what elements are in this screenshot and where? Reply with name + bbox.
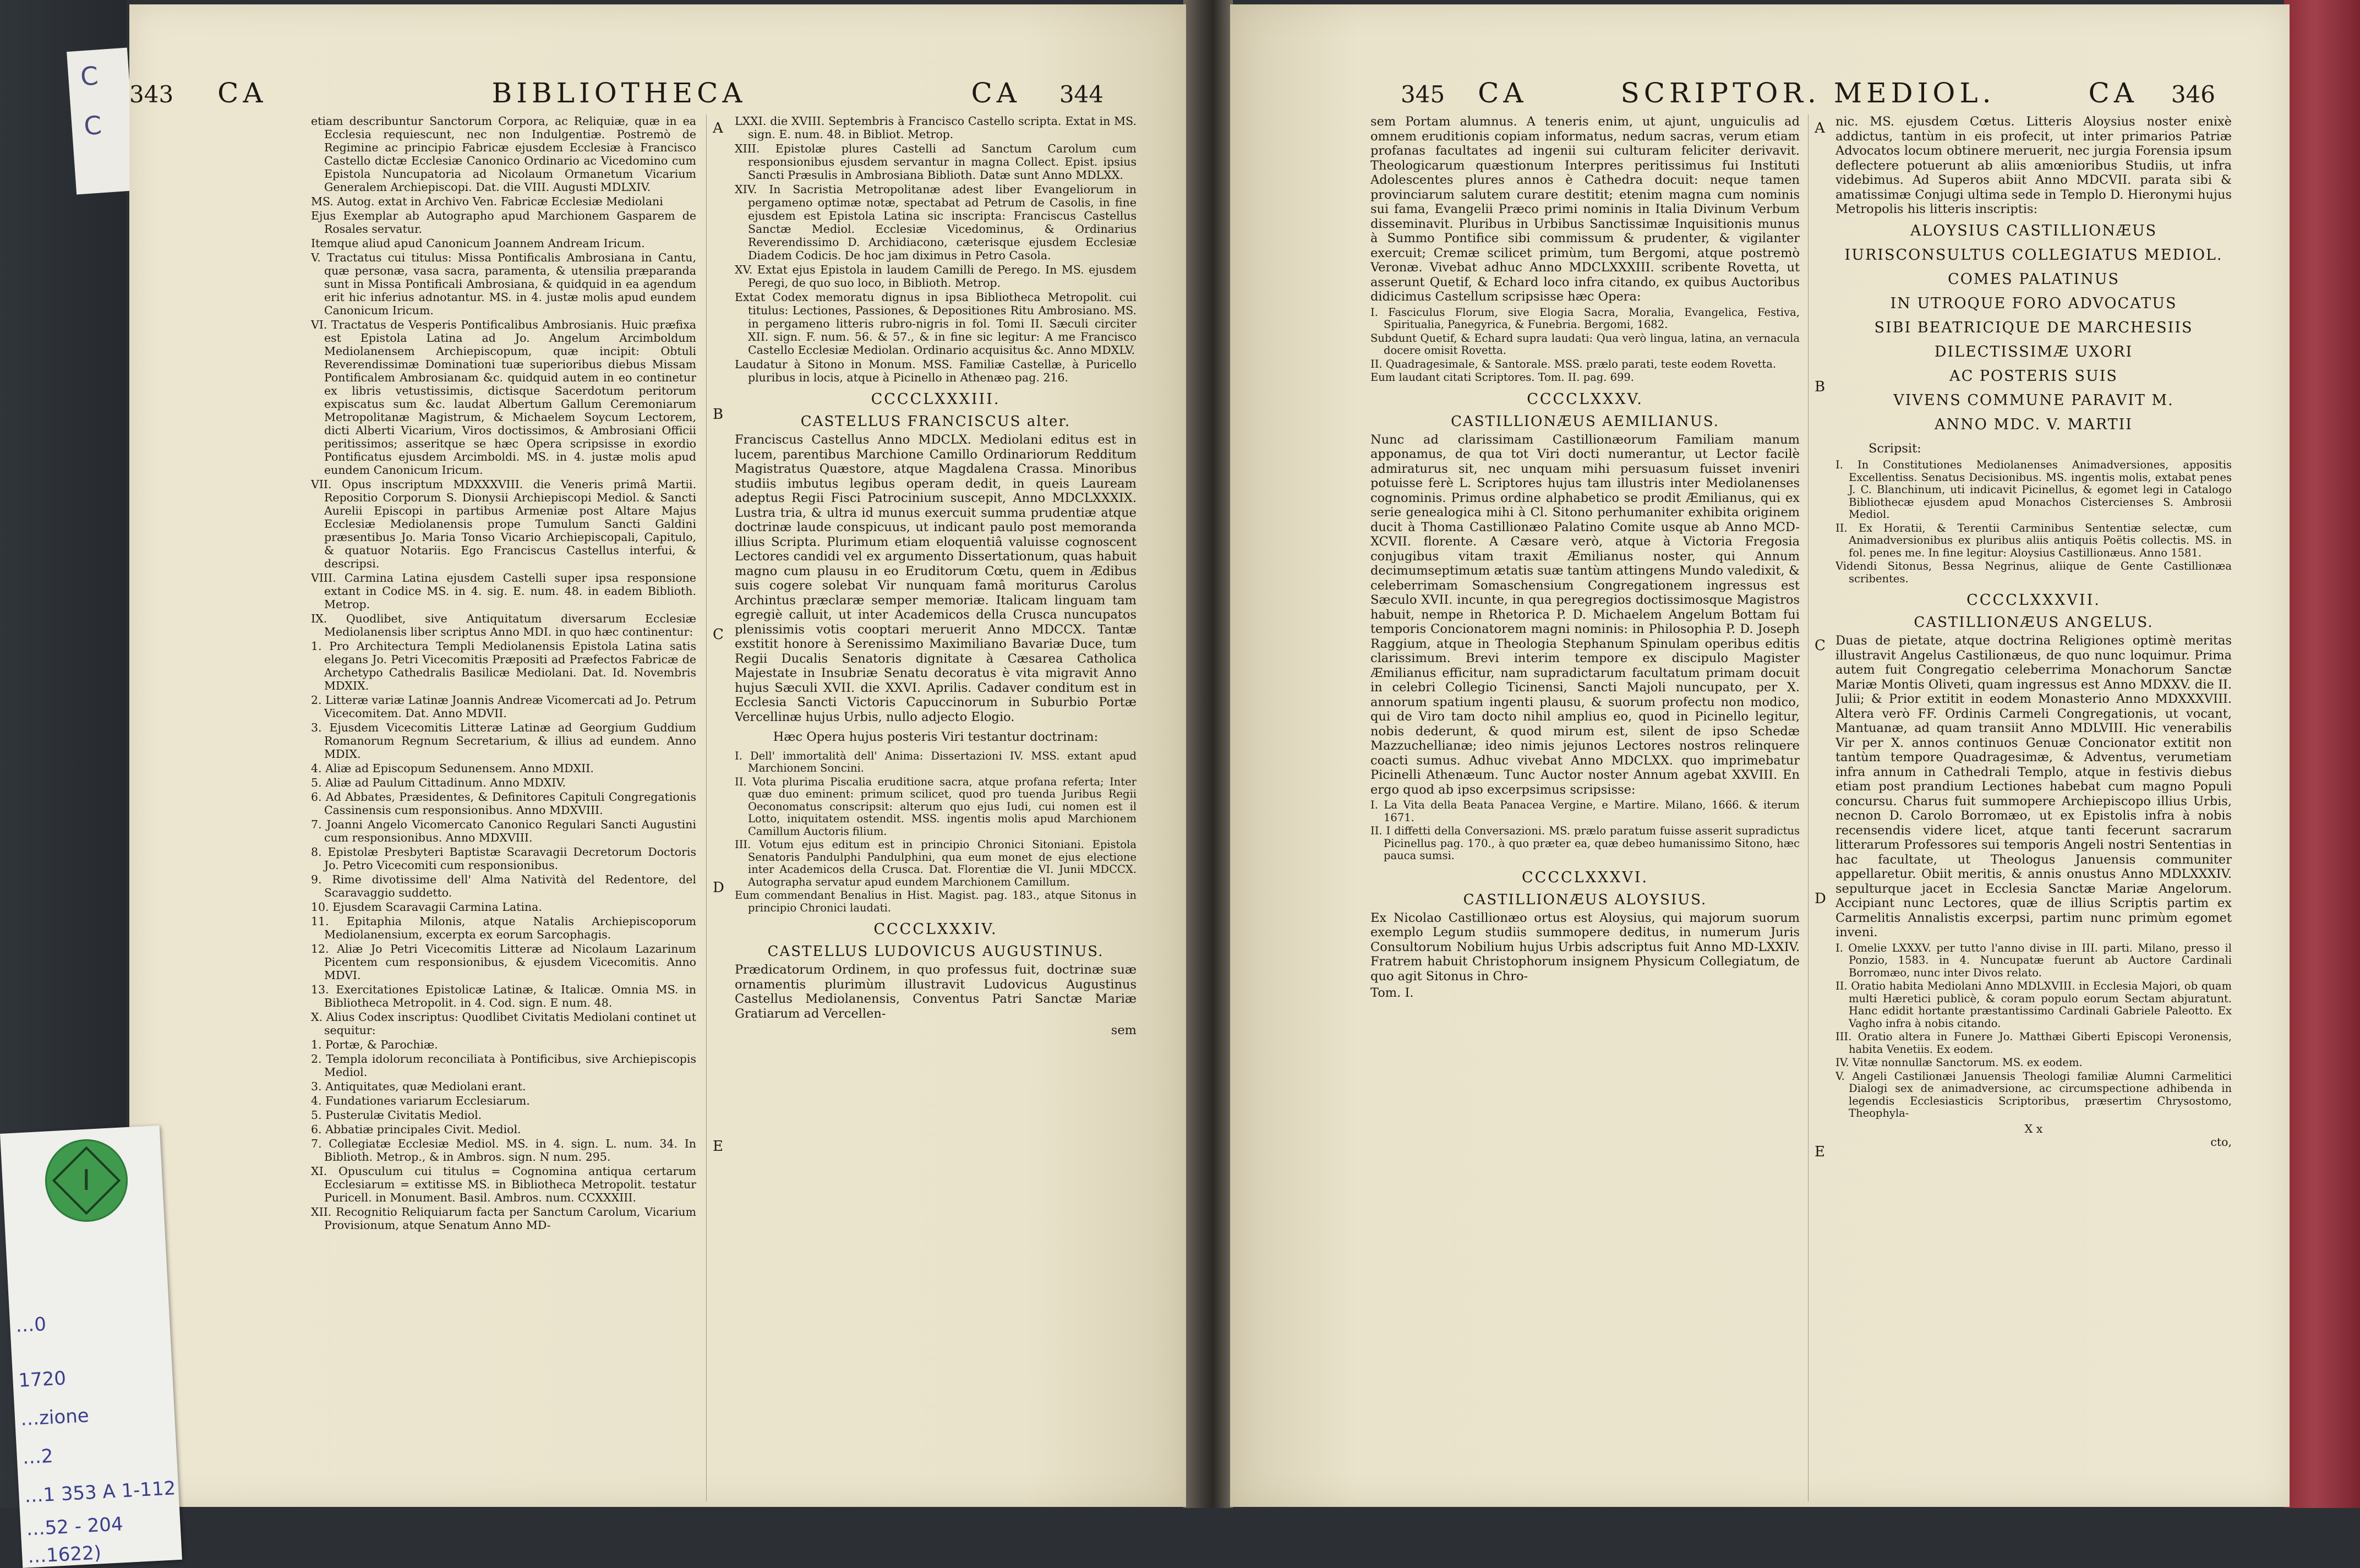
head-term: CA — [1478, 77, 1528, 109]
entry: V. Tractatus cui titulus: Missa Pontificalis Ambrosiana in Cantu, quæ personæ, vasa sacra, paramenta, & utensilia præparanda sunt in Missa Pontificali Ambrosiana, & quidquid in ea agendum erit hic inferius adnotantur. MS. in 4. justæ molis apud eundem Canonicum Iricum. — [311, 251, 696, 317]
section-number: CCCCLXXXIII. — [871, 391, 1001, 408]
slip-handwriting: C — [79, 61, 100, 92]
section-number: CCCCLXXXIV. — [873, 921, 998, 938]
margin-letter: E — [1815, 1144, 1825, 1160]
section-body — [1370, 114, 1800, 304]
margin-letter: D — [713, 879, 724, 896]
section-paragraph: Duas de pietate, atque doctrina Religiones optimè meritas illustravit Angelus Castilionæus, de quo nunc loquimur. Prima autem fuit Congregatio celeberrima Monachorum Sanctæ Mariæ Montis Oliveti, quam ingressus est Anno MDXXV. die II. Julii; & Prior extitit in eodem Monasterio Anno MDXXXVIII. Altera verò FF. Ordinis Carmeli Congregationis, ut vocant, Mantuanæ, ad quam transiit Anno MDLVIII. Hic venerabilis Vir per X. annos continuos Genuæ Concionator extitit non tantùm tempore Quadragesimæ, & Adventus, verumetiam infra annum in Cathedrali Templo, atque in festivis diebus etiam post prandium Lectiones habebat cum magno Populi concursu. Charus fuit summopere Archiepiscopo illius Urbis, necnon D. Carolo Borromæo, ut ex Epistolis infra à nobis recensendis videre licet, atque tanti fecerunt sacrarum litterarum Professores sui temporis Angeli nostri Sententias in hac facultate, ut Theologus Januensis communiter appellaretur. Obiit meritis, & annis onustus Anno MDLXXXIV. sepulturque jacet in Ecclesia Sanctæ Mariæ Angelorum. Accipiant nunc Lectores, quæ de illius Scriptis partim ex Carmelitis Annalistis excerpsi, partim nunc primùm egomet inveni. — [1835, 633, 2232, 939]
section-paragraph: Ex Nicolao Castillionæo ortus est Aloysius, qui majorum suorum exemplo Legum studiis summopere deditus, in numerum Juris Consultorum Nobilium hujus Urbis adscriptus fuit Anno MD-LXXIV. Fratrem habuit Christophorum insignem Physicum Collegiatum, de quo agit Sitonus in Chro- — [1370, 910, 1800, 984]
section-number: CCCCLXXXVI. — [1522, 868, 1648, 886]
section-body — [1835, 633, 2232, 940]
section-title: CASTELLUS LUDOVICUS AUGUSTINUS. — [767, 943, 1104, 960]
work-item: III. Votum ejus editum est in principio Chronici Sitoniani. Epistola Senatoris Pandulphi Pandulphini, qua eum monet de ejus electione inter Academicos della Crusca. Dat. Florentiæ die VI. Junii MDCCX. Autographa servatur apud eundem Marchionem Camillum. — [735, 838, 1137, 888]
work-item: I. La Vita della Beata Panacea Vergine, e Martire. Milano, 1666. & iterum 1671. — [1370, 799, 1800, 824]
margin-letter: C — [1815, 637, 1826, 654]
entry: Itemque aliud apud Canonicum Joannem Andream Iricum. — [311, 237, 645, 250]
entry: X. Alius Codex inscriptus: Quodlibet Civitatis Mediolani continet ut sequitur: — [311, 1010, 696, 1037]
page-number: 343 — [129, 81, 174, 108]
inscription-line: IURISCONSULTUS COLLEGIATUS MEDIOL. — [1844, 246, 2223, 264]
entry: VI. Tractatus de Vesperis Pontificalibus Ambrosianis. Huic præfixa est Epistola Latina ad Jo. Angelum Arcimboldum Mediolanensem Archiepiscopum, quæ incipit: Obtuli Reverendissimæ Dominationi tuæ superioribus diebus Missam Pontificalem Ambrosianam &c. quidquid autem in eo continetur ex libris vetustissimis, dictisque Sacerdotum peritorum expiscatus sum &c. laudat Albertum Gallum Ceremoniarum Metropolitanæ Magistrum, & Michaelem Soycum Lectorem, dicti Alberti Vicarium, Viros doctissimos, & Ambrosiani Officii peritissimos; asseritque se hæc Opera scripsisse in exordio Pontificatus ejusdem Arcimboldi. MS. in 4. justæ molis apud eundem Canonicum Iricum. — [311, 318, 696, 477]
entry: 1. Pro Architectura Templi Mediolanensis Epistola Latina satis elegans Jo. Petri Vicecomitis Præpositi ad Præfectos Fabricæ de Archetypo Cathedralis Basilicæ Mediolani. Dat. Id. Novembris MDXIX. — [311, 640, 696, 692]
entry: 1. Portæ, & Parochiæ. — [311, 1038, 438, 1051]
work-item: Subdunt Quetif, & Echard supra laudati: Qua verò lingua, latina, an vernacula docere omisit Rovetta. — [1370, 331, 1800, 357]
section-title: CASTELLUS FRANCISCUS alter. — [800, 413, 1071, 430]
entry: XIV. In Sacristia Metropolitanæ adest liber Evangeliorum in pergameno optimæ notæ, spectabat ad Petrum de Casolis, in fine ejusdem est Epistola Latina sic inscripta: Franciscus Castellus Sanctæ Mediol. Ecclesiæ Vicedominus, & Ordinarius Reverendissimo D. Archidiacono, cæterisque ejusdem Ecclesiæ Diadem Codicis. De hoc jam diximus in Petro Casola. — [735, 183, 1137, 262]
entry: XI. Opusculum cui titulus = Cognomina antiqua certarum Ecclesiarum = extitisse MS. in Bibliotheca Metropolit. testatur Puricell. in Monument. Basil. Ambros. num. CCXXXIII. — [311, 1165, 696, 1204]
work-item: I. Omelie LXXXV. per tutto l'anno divise in III. parti. Milano, presso il Ponzio, 1583. in 4. Nuncupatæ fuerunt ab Auctore Cardinali Borromæo, nunc inter Divos relato. — [1835, 941, 2232, 979]
margin-letter: B — [1815, 379, 1826, 395]
work-item: II. Quadragesimale, & Santorale. MSS. prælo parati, teste eodem Rovetta. — [1370, 357, 1777, 370]
slip-note: …2 — [21, 1445, 54, 1469]
entry: XIII. Epistolæ plures Castelli ad Sanctum Carolum cum responsionibus ejusdem servantur in magna Collect. Epist. ipsius Sancti Præsulis in Ambrosiana Biblioth. Datæ sunt Anno MDLXX. — [735, 142, 1137, 182]
background-bottom — [0, 1508, 2360, 1567]
head-term: CA — [217, 77, 267, 109]
signature-mark: X x — [2024, 1122, 2043, 1135]
work-item: I. Fasciculus Florum, sive Elogia Sacra, Moralia, Evangelica, Festiva, Spiritualia, Panegyrica, & Funebria. Bergomi, 1682. — [1370, 305, 1800, 331]
entry: 6. Ad Abbates, Præsidentes, & Definitores Capituli Congregationis Cassinensis cum responsionibus. Anno MDXVIII. — [311, 790, 696, 817]
stamp-numeral: I — [82, 1164, 91, 1197]
work-item: Videndi Sitonus, Bessa Negrinus, aliique de Gente Castillionæa scribentes. — [1835, 560, 2232, 585]
works-list — [1370, 307, 1800, 384]
inscription-line: IN UTROQUE FORO ADVOCATUS — [1890, 294, 2177, 312]
slip-handwriting: C — [83, 110, 103, 141]
slip-note: …1 353 A 1-112 — [24, 1477, 177, 1507]
head-term: CA — [971, 77, 1021, 109]
diamond-icon — [52, 1146, 121, 1215]
inscription-line: DILECTISSIMÆ UXORI — [1934, 343, 2133, 360]
inscription-line: COMES PALATINUS — [1948, 270, 2119, 288]
inscription-line: SIBI BEATRICIQUE DE MARCHESIIS — [1874, 319, 2193, 336]
entry: 7. Joanni Angelo Vicomercato Canonico Regulari Sancti Augustini cum responsionibus. Anno MDXVIII. — [311, 818, 696, 844]
head-title: BIBLIOTHECA — [491, 77, 747, 109]
inscription-line: ANNO MDC. V. MARTII — [1935, 416, 2133, 433]
section-title: CASTILLIONÆUS ALOYSIUS. — [1463, 891, 1707, 908]
section-body — [735, 963, 1137, 1038]
entry: 11. Epitaphia Milonis, atque Natalis Archiepiscoporum Mediolanensium, excerpta ex eorum Sarcophagis. — [311, 915, 696, 941]
running-head — [129, 77, 1103, 116]
entry: XV. Extat ejus Epistola in laudem Camilli de Perego. In MS. ejusdem Peregi, de quo suo loco, in Biblioth. Metrop. — [735, 263, 1137, 289]
section-title: CASTILLIONÆUS ANGELUS. — [1914, 614, 2154, 631]
left-column-2 — [735, 114, 1137, 1490]
work-item: II. Ex Horatii, & Terentii Carminibus Sententiæ selectæ, cum Animadversionibus ex pluribus aliis antiquis Poëtis collectis. MS. in fol. penes me. In fine legitur: Aloysius Castillionæus. Anno 1581. — [1835, 521, 2232, 559]
running-head — [1401, 77, 2215, 116]
column-rule — [706, 114, 707, 1501]
book-gutter — [1183, 0, 1233, 1567]
page-number: 344 — [1059, 81, 1103, 108]
left-column-1 — [311, 114, 696, 1490]
inscription-line: ALOYSIUS CASTILLIONÆUS — [1910, 222, 2157, 239]
work-item: II. Vota plurima Piscalia eruditione sacra, atque profana referta; Inter quæ duo eminent: primum scilicet, quod pro tuenda Juribus Regii Oeconomatus conscripsit: alterum quo ejus Iudi, cui nomen est il Lotto, iniquitatem ostendit. MSS. ingentis molis apud Marchionem Camillum Auctoris filium. — [735, 775, 1137, 838]
entry: Ejus Exemplar ab Autographo apud Marchionem Gasparem de Rosales servatur. — [311, 209, 696, 236]
entry: etiam describuntur Sanctorum Corpora, ac Reliquiæ, quæ in ea Ecclesia requiescunt, nec non Indulgentiæ. Postremò de Regimine ac principio Fabricæ ejusdem Ecclesiæ à Francisco Castello dictæ Ecclesiæ Canonico Ordinario ac Vicedomino cum Epistola Nuncupatoria ad Nicolaum Ormanetum Vicarium Generalem Archiepiscopi. Dat. die VIII. Augusti MDLXIV. — [311, 114, 696, 194]
entry: 7. Collegiatæ Ecclesiæ Mediol. MS. in 4. sign. L. num. 34. In Biblioth. Metrop., & in Ambros. sign. N num. 295. — [311, 1137, 696, 1163]
head-term: CA — [2088, 77, 2138, 109]
section-paragraph: sem Portam alumnus. A teneris enim, ut ajunt, unguiculis ad omnem eruditionis copiam informatus, nedum sacras, verum etiam profanas facultates ad ingenii sui culturam feliciter derivavit. Theologicarum quæstionum Interpres peritissimus fui Instituti Adolescentes plures annos è Cathedra docuit: neque tamen provinciarum salutem curare destitit; etenim magna cum nominis sui fama, Evangelii Præco primi nominis in Italia Divinum Verbum disseminavit. Pluribus in Urbibus Sanctissimæ Inquisitionis munus à Summo Pontifice sibi commissum & prudenter, & vigilanter exercuit; Cremæ scilicet primùm, tum Bergomi, atque postremò Veronæ. Vivebat adhuc Anno MDCLXXXIII. scribente Rovetta, ut asserunt Quetif, & Echard loco infra citando, ex quibus Auctoribus didicimus Castellum scripsisse hæc Opera: — [1370, 114, 1800, 304]
inscription — [1835, 219, 2232, 437]
entry: 2. Templa idolorum reconciliata à Pontificibus, sive Archiepiscopis Mediol. — [311, 1052, 696, 1079]
work-item: Eum commendant Benalius in Hist. Magist. pag. 183., atque Sitonus in principio Chronici laudati. — [735, 889, 1137, 914]
section-lead: Hæc Opera hujus posteris Viri testantur doctrinam: — [773, 730, 1099, 744]
section-body — [1835, 114, 2232, 217]
section-paragraph: Prædicatorum Ordinem, in quo professus fuit, doctrinæ suæ ornamentis plurimùm illustravit Ludovicus Augustinus Castellus Mediolanensis, Conventus Patri Sanctæ Mariæ Gratiarum ad Vercellen- — [735, 963, 1137, 1021]
catchword: cto, — [2210, 1135, 2232, 1149]
work-item: V. Angeli Castilionæi Januensis Theologi familiæ Alumni Carmelitici Dialogi sex de animadversione, ac circumspectione adhibenda in legendis Ecclesiasticis Scriptoribus, præsertim Chrysostomo, Theophyla- — [1835, 1069, 2232, 1119]
margin-letter: B — [713, 406, 724, 423]
left-page — [129, 4, 1186, 1507]
entry: LXXI. die XVIII. Septembris à Francisco Castello scripta. Extat in MS. sign. E. num. 48. in Bibliot. Metrop. — [735, 114, 1137, 141]
top-paper-slip — [67, 47, 137, 194]
entry: IX. Quodlibet, sive Antiquitatum diversarum Ecclesiæ Mediolanensis liber scriptus Anno MDI. in quo hæc continentur: — [311, 612, 696, 638]
entry: 9. Rime divotissime dell' Alma Natività del Redentore, del Scaravaggio suddetto. — [311, 873, 696, 899]
work-item: I. In Constitutiones Mediolanenses Animadversiones, appositis Excellentiss. Senatus Decisionibus. MS. ingentis molis, extabat penes J. C. Blanchinum, uti indicavit Picinellus, & egomet legi in Catalogo Bibliothecæ ejusdem apud Monachos Cistercienses S. Ambrosii Mediol. — [1835, 458, 2232, 521]
slip-note: …52 - 204 — [25, 1513, 124, 1540]
section-title: CASTILLIONÆUS AEMILIANUS. — [1451, 413, 1719, 430]
work-item: III. Oratio altera in Funere Jo. Matthæi Giberti Episcopi Veronensis, habita Venetiis. Ex eodem. — [1835, 1030, 2232, 1056]
section-body — [735, 433, 1137, 724]
work-item: Eum laudant citati Scriptores. Tom. II. pag. 699. — [1370, 371, 1634, 384]
entry: 3. Antiquitates, quæ Mediolani erant. — [311, 1080, 526, 1093]
entry: Laudatur à Sitono in Monum. MSS. Familiæ Castellæ, à Puricello pluribus in locis, atque à Picinello in Athenæo pag. 216. — [735, 358, 1137, 384]
right-column-2 — [1835, 114, 2232, 1490]
margin-letter: A — [713, 120, 723, 136]
entry: 12. Aliæ Jo Petri Vicecomitis Litteræ ad Nicolaum Lazarinum Picentem cum responsionibus, & ejusdem Vicecomitis. Anno MDVI. — [311, 942, 696, 982]
entry: Extat Codex memoratu dignus in ipsa Bibliotheca Metropolit. cui titulus: Lectiones, Passiones, & Depositiones Ritu Ambrosiano. MS. in pergameno litteris rubro-nigris in fol. Tomi II. Sæculi circiter XII. sign. F. num. 56. & 57., & in fine sic legitur: A me Francisco Castello Ecclesiæ Mediolan. Ordinario acquisitus &c. Anno MDXLV. — [735, 291, 1137, 357]
slip-note: 1720 — [18, 1367, 67, 1392]
works-list — [1835, 942, 2232, 1120]
work-item: IV. Vitæ nonnullæ Sanctorum. MS. ex eodem. — [1835, 1056, 2083, 1069]
entry: MS. Autog. extat in Archivo Ven. Fabricæ Ecclesiæ Mediolani — [311, 195, 663, 208]
entry: VIII. Carmina Latina ejusdem Castelli super ipsa responsione extant in Codice MS. in 4. sig. E. num. 48. in eadem Biblioth. Metrop. — [311, 571, 696, 611]
entry: 3. Ejusdem Vicecomitis Litteræ Latinæ ad Georgium Guddium Romanorum Regnum Secretarium, & illius ad eundem. Anno MDIX. — [311, 721, 696, 761]
entry: 13. Exercitationes Epistolicæ Latinæ, & Italicæ. Omnia MS. in Bibliotheca Metropolit. in 4. Cod. sign. E num. 48. — [311, 983, 696, 1009]
margin-letter: D — [1815, 890, 1826, 907]
work-item: I. Dell' immortalità dell' Anima: Dissertazioni IV. MSS. extant apud Marchionem Soncini. — [735, 749, 1137, 774]
entry: 4. Aliæ ad Episcopum Sedunensem. Anno MDXII. — [311, 762, 594, 775]
page-number: 346 — [2171, 81, 2215, 108]
work-item: II. I diffetti della Conversazioni. MS. prælo paratum fuisse asserit supradictus Picinellus pag. 170., à quo præter ea, quæ debeo humanissimo Sitono, hæc pauca sumsi. — [1370, 824, 1800, 862]
margin-letter: E — [713, 1138, 723, 1155]
page-number: 345 — [1401, 81, 1445, 108]
section-body — [1370, 433, 1800, 797]
section-body — [1370, 911, 1800, 1001]
slip-note: …1622) — [27, 1542, 102, 1568]
work-item: II. Oratio habita Mediolani Anno MDLXVIII. in Ecclesia Majori, ob quam multi Hæretici publicè, & coram populo eorum Sectam abjuratunt. Hanc edidit hortante præstantissimo Cardinali Gabriele Paleotto. Ex Vagho infra à nobis citando. — [1835, 980, 2232, 1030]
catchword: sem — [1111, 1023, 1137, 1037]
works-list — [735, 750, 1137, 915]
entry: 10. Ejusdem Scaravagii Carmina Latina. — [311, 900, 542, 914]
entry: 5. Aliæ ad Paulum Cittadinum. Anno MDXIV. — [311, 776, 566, 789]
entry: 8. Epistolæ Presbyteri Baptistæ Scaravagii Decretorum Doctoris Jo. Petro Vicecomiti cum responsionibus. — [311, 845, 696, 872]
section-number: CCCCLXXXVII. — [1966, 592, 2101, 609]
right-page — [1230, 4, 2290, 1507]
scripsit-label: Scripsit: — [1869, 441, 1921, 456]
green-stamp-icon — [45, 1139, 128, 1222]
works-list — [1370, 799, 1800, 862]
entry: VII. Opus inscriptum MDXXXVIII. die Veneris primâ Martii. Repositio Corporum S. Dionysii Archiepiscopi Mediol. & Sancti Aurelii Episcopi in partibus Armeniæ post Altare Majus Ecclesiæ Mediolanensis prope Tumulum Sancti Galdini præsentibus Jo. Maria Tonso Vicario Archiepiscopali, Capitulo, & quatuor Notariis. Ego Franciscus Castellus interfui, & descripsi. — [311, 478, 696, 570]
inscription-line: VIVENS COMMUNE PARAVIT M. — [1893, 391, 2174, 409]
section-paragraph: Nunc ad clarissimam Castillionæorum Familiam manum apponamus, de qua tot Viri docti numerantur, ut Lector facilè admiraturus sit, nec unquam mihi persuasum fuisset inveniri potuisse ferè L. Scriptores hujus tam illustris inter Mediolanenses cognominis. Primus ordine alphabetico se prodit Æmilianus, qui ex serie genealogica mihi à Cl. Sitono perhumaniter exhibita originem ducit à Thoma Castillionæo Palatino Comite usque ab Anno MCD-XCVII. florente. A Cæsare verò, atque à Victoria Fregosia conjugibus vitam traxit Æmilianus noster, qui Annum decimumseptimum ætatis suæ tantùm attingens Mundo valedixit, & celeberrimam Somaschensium Congregationem ingressus est Sæculo XVII. incunte, in qua peregregios doctissimosque Magistros habuit, nempe in Rhetorica P. D. Michaelem Angelum Bottam fui temporis Concionatorem magni nominis: in Philosophia P. D. Joseph Raggium, atque in Theologia Stephanum Spinulam operibus editis clarissimum. Brevi interim tempore ex discipulo Magister Æmilianus efficitur, nam supradictarum facultatum primam docuit in celebri Collegio Ticinensi, Sancti Majoli nuncupato, per X. annorum spatium ingenti plausu, & suorum profectu non modico, qui de Viro tam docto nihil amplius eo, quod in Picinello legitur, nobis dederunt, & quod mirum est, silent de ipso Schedæ Mazzuchellianæ; ideo nimis jejunos Lectores nostros relinquere coacti sumus. Adhuc vivebat Anno MDCLXX. quo imprimebatur Picinelli Athenæum. Tunc Auctor noster Annum agebat XXVIII. En ergo quod ab ipso excerpsimus scripsisse: — [1370, 432, 1800, 797]
slip-note: …0 — [15, 1313, 47, 1337]
column-rule — [1808, 114, 1809, 1501]
slip-note: …zione — [20, 1405, 90, 1430]
entry: 6. Abbatiæ principales Civit. Mediol. — [311, 1123, 521, 1136]
inscription-line: AC POSTERIS SUIS — [1949, 367, 2118, 385]
right-column-1 — [1370, 114, 1800, 1490]
entry: 2. Litteræ variæ Latinæ Joannis Andreæ Vicomercati ad Jo. Petrum Vicecomitem. Dat. Anno MDVII. — [311, 693, 696, 720]
margin-letter: A — [1815, 120, 1825, 136]
section-number: CCCCLXXXV. — [1527, 390, 1643, 408]
entry: 4. Fundationes variarum Ecclesiarum. — [311, 1094, 530, 1107]
works-list — [1835, 459, 2232, 585]
section-paragraph: Franciscus Castellus Anno MDCLX. Mediolani editus est in lucem, parentibus Marchione Camillo Ordinariorum Redditum Magistratus Quæstore, atque Magdalena Crassa. Minoribus studiis imbutus legibus operam dedit, in queis Lauream adeptus Regii Fisci Patrocinium suscepit, Anno MDCLXXXIX. Lustra tria, & ultra id munus exercuit summa prudentiæ atque doctrinæ laude conspicuus, ut indicant paulo post memoranda illius Scripta. Plurimum etiam eloquentiâ valuisse cognoscent Lectores candidi vel ex argumento Dissertationum, quas habuit magno cum plausu in eo Eruditorum Cœtu, quem in Ædibus suis cogere solebat Vir nunquam famâ moriturus Carolus Archintus præclaræ semper memoriæ. Italicam linguam tam egregiè calluit, ut inter Academicos della Crusca nuncupatos plenissimis votis cooptari meruerit Anno MDCCX. Tantæ exstitit honore à Serenissimo Maximiliano Bavariæ Duce, tum Regii Ducalis Senatoris dignitate à Cæsarea Catholica Majestate in Insubriæ Senatu decoratus è vita migravit Anno hujus Sæculi XVII. die XXVI. Aprilis. Cadaver conditum est in Ecclesia Sancti Victoris Capuccinorum in Suburbio Portæ Vercellinæ hujus Urbis, nullo adjecto Elogio. — [735, 433, 1137, 724]
book-edge — [2284, 0, 2360, 1567]
entry: XII. Recognitio Reliquiarum facta per Sanctum Carolum, Vicarium Provisionum, atque Senatum Anno MD- — [311, 1205, 696, 1232]
head-title: SCRIPTOR. MEDIOL. — [1620, 77, 1996, 109]
section-paragraph: nic. MS. ejusdem Cœtus. Litteris Aloysius noster enixè addictus, tantùm in eis profecit, ut inter primarios Patriæ Advocatos locum obtinere meruerit, nec jurgia Forensia ipsum deflectere potuerunt ab aliis amœnioribus Studiis, ut infra videbimus. Ad Superos abiit Anno MDCVII. parata sibi & amatissimæ Conjugi ultima sede in Templo D. Hieronymi hujus Metropolis his litteris inscriptis: — [1835, 114, 2232, 216]
entry: 5. Pusterulæ Civitatis Mediol. — [311, 1108, 482, 1122]
margin-letter: C — [713, 626, 724, 643]
signature-mark: Tom. I. — [1370, 986, 1414, 1000]
